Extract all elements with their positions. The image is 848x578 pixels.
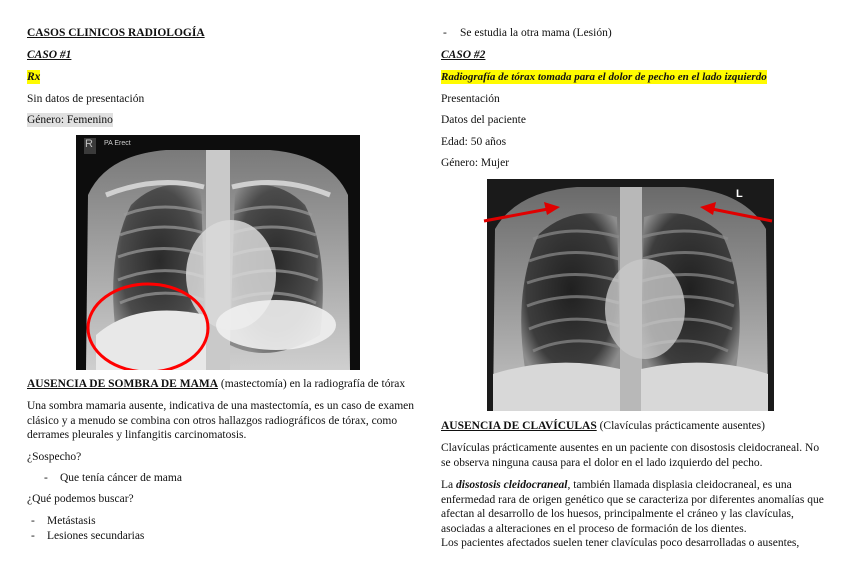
case-2-gender: Género: Mujer [441, 157, 510, 169]
question-what-to-look-for: ¿Qué podemos buscar? [27, 493, 134, 505]
case-2-paragraph-3: Los pacientes afectados suelen tener clavículas poco desarrolladas o ausentes, [441, 537, 800, 549]
bullet-dash: - [31, 530, 35, 542]
case-1-gender: Género: Femenino [27, 114, 113, 126]
case-2-presentation: Presentación [441, 93, 500, 105]
case-1-subtitle: Rx [27, 71, 41, 83]
arrow-left-icon [484, 202, 560, 221]
case-1-finding-title: AUSENCIA DE SOMBRA DE MAMA [27, 378, 219, 390]
case-2-finding [441, 419, 765, 433]
bullet-metastasis: Metástasis [47, 515, 96, 527]
bullet-other-breast: Se estudia la otra mama (Lesión) [460, 27, 612, 39]
xray-side-marker: L [736, 188, 743, 200]
bullet-dash: - [31, 515, 35, 527]
case-2-age: Edad: 50 años [441, 136, 507, 148]
p2-lead: La [441, 479, 457, 491]
case-2-patient-data: Datos del paciente [441, 114, 526, 126]
p2-body: , también llamada displasia cleidocraneal, es una enfermedad rara de origen genético que se caracteriza por diferentes anomalías que afectan al desarrollo de los huesos, principalmente el cráneo y las clavículas, asociadas a alteraciones en el proceso de formación de los dientes. [441, 479, 824, 535]
case-2-paragraph-2 [441, 478, 826, 536]
bullet-secondary-lesions: Lesiones secundarias [47, 530, 145, 542]
case-1-paragraph: Una sombra mamaria ausente, indicativa de una mastectomía, es un caso de examen clásico y a menudo se combina con otros hallazgos radiográficos de tórax, como derrames pleurales y linfangitis carcinomatosis. [27, 400, 415, 441]
question-suspect: ¿Sospecho? [27, 451, 82, 463]
case-2-subtitle: Radiografía de tórax tomada para el dolor de pecho en el lado izquierdo [441, 71, 767, 83]
bullet-dash: - [44, 472, 48, 484]
document-heading: CASOS CLINICOS RADIOLOGÍA [27, 27, 205, 39]
case-1-finding [27, 377, 405, 391]
case-1-finding-detail: (mastectomía) en la radiografía de tórax [218, 378, 406, 390]
disease-term: disostosis cleidocraneal [456, 479, 568, 491]
xray-annotation-arrows [478, 195, 778, 230]
case-1-label: CASO #1 [27, 49, 72, 61]
case-2-finding-detail: (Clavículas prácticamente ausentes) [596, 420, 765, 432]
case-2-label: CASO #2 [441, 49, 486, 61]
case-2-finding-title: AUSENCIA DE CLAVÍCULAS [441, 420, 597, 432]
arrow-right-icon [700, 202, 772, 221]
case-1-xray-image [76, 135, 360, 370]
case-1-presentation: Sin datos de presentación [27, 93, 145, 105]
xray-view-caption: PA Erect [104, 140, 131, 147]
bullet-dash: - [443, 27, 447, 39]
case-2-paragraph-1: Clavículas prácticamente ausentes en un paciente con disostosis cleidocraneal. No se observa ninguna causa para el dolor en el lado izquierdo del pecho. [441, 442, 820, 469]
bullet-breast-cancer: Que tenía cáncer de mama [60, 472, 182, 484]
xray-side-marker: R [85, 138, 93, 150]
